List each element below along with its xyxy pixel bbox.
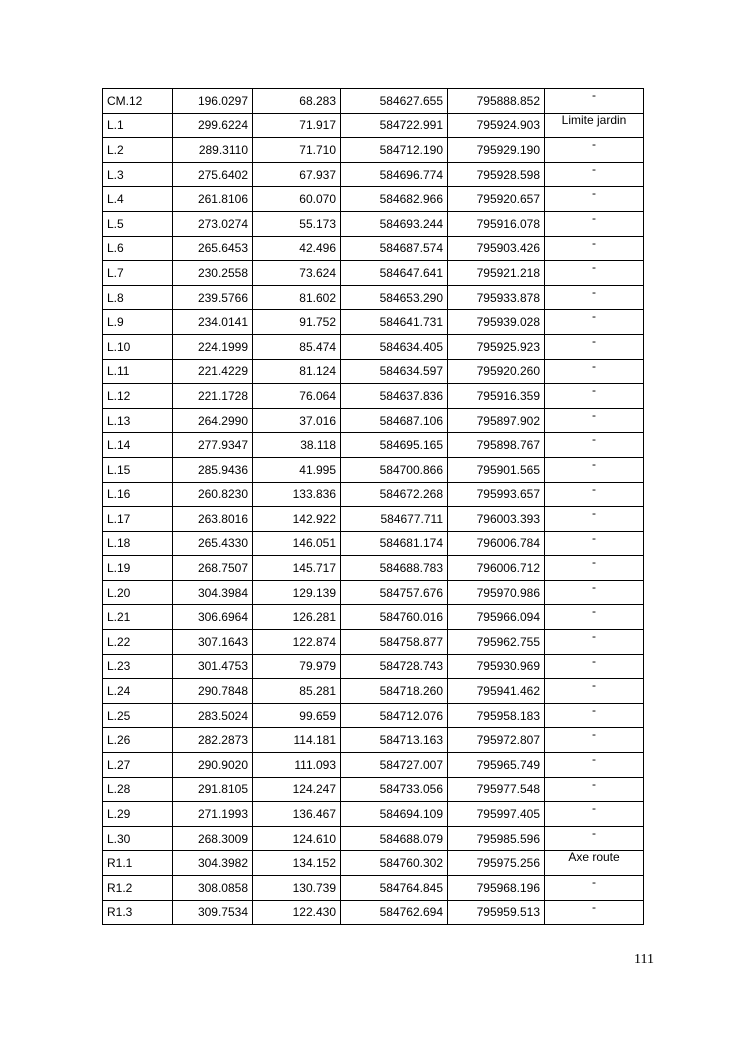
y-coordinate-cell: 795958.183 xyxy=(448,703,545,728)
y-coordinate-cell: 795901.565 xyxy=(448,457,545,482)
x-coordinate-cell: 584672.268 xyxy=(341,482,448,507)
observation-cell: - xyxy=(545,310,644,335)
distance-cell: 91.752 xyxy=(253,310,341,335)
angle-cell: 277.9347 xyxy=(173,433,253,458)
angle-cell: 234.0141 xyxy=(173,310,253,335)
point-id-cell: L.2 xyxy=(103,138,173,163)
x-coordinate-cell: 584641.731 xyxy=(341,310,448,335)
y-coordinate-cell: 795924.903 xyxy=(448,113,545,138)
x-coordinate-cell: 584688.783 xyxy=(341,556,448,581)
x-coordinate-cell: 584627.655 xyxy=(341,89,448,114)
distance-cell: 76.064 xyxy=(253,384,341,409)
table-row xyxy=(103,334,644,359)
point-id-cell: L.13 xyxy=(103,408,173,433)
y-coordinate-cell: 795985.596 xyxy=(448,826,545,851)
distance-cell: 71.710 xyxy=(253,138,341,163)
y-coordinate-cell: 795888.852 xyxy=(448,89,545,114)
point-id-cell: L.1 xyxy=(103,113,173,138)
distance-cell: 60.070 xyxy=(253,187,341,212)
angle-cell: 290.7848 xyxy=(173,679,253,704)
angle-cell: 224.1999 xyxy=(173,334,253,359)
point-id-cell: L.9 xyxy=(103,310,173,335)
table-row xyxy=(103,728,644,753)
angle-cell: 307.1643 xyxy=(173,630,253,655)
table-row xyxy=(103,703,644,728)
angle-cell: 283.5024 xyxy=(173,703,253,728)
point-id-cell: L.30 xyxy=(103,826,173,851)
observation-cell: - xyxy=(545,654,644,679)
angle-cell: 230.2558 xyxy=(173,261,253,286)
y-coordinate-cell: 795921.218 xyxy=(448,261,545,286)
x-coordinate-cell: 584758.877 xyxy=(341,630,448,655)
point-id-cell: R1.3 xyxy=(103,900,173,925)
distance-cell: 114.181 xyxy=(253,728,341,753)
distance-cell: 146.051 xyxy=(253,531,341,556)
x-coordinate-cell: 584727.007 xyxy=(341,753,448,778)
distance-cell: 81.124 xyxy=(253,359,341,384)
distance-cell: 79.979 xyxy=(253,654,341,679)
point-id-cell: L.7 xyxy=(103,261,173,286)
observation-cell: Axe route xyxy=(545,851,644,876)
y-coordinate-cell: 795930.969 xyxy=(448,654,545,679)
point-id-cell: L.3 xyxy=(103,162,173,187)
distance-cell: 67.937 xyxy=(253,162,341,187)
y-coordinate-cell: 795920.260 xyxy=(448,359,545,384)
point-id-cell: L.5 xyxy=(103,211,173,236)
angle-cell: 299.6224 xyxy=(173,113,253,138)
observation-cell: - xyxy=(545,802,644,827)
distance-cell: 133.836 xyxy=(253,482,341,507)
survey-points-table xyxy=(102,88,644,925)
distance-cell: 68.283 xyxy=(253,89,341,114)
x-coordinate-cell: 584694.109 xyxy=(341,802,448,827)
table-row xyxy=(103,359,644,384)
page-number: 111 xyxy=(634,952,654,967)
table-row xyxy=(103,826,644,851)
angle-cell: 275.6402 xyxy=(173,162,253,187)
x-coordinate-cell: 584728.743 xyxy=(341,654,448,679)
y-coordinate-cell: 795997.405 xyxy=(448,802,545,827)
observation-cell: - xyxy=(545,384,644,409)
observation-cell: - xyxy=(545,236,644,261)
distance-cell: 41.995 xyxy=(253,457,341,482)
table-row xyxy=(103,408,644,433)
x-coordinate-cell: 584760.016 xyxy=(341,605,448,630)
point-id-cell: L.24 xyxy=(103,679,173,704)
angle-cell: 268.7507 xyxy=(173,556,253,581)
distance-cell: 81.602 xyxy=(253,285,341,310)
x-coordinate-cell: 584634.597 xyxy=(341,359,448,384)
distance-cell: 124.247 xyxy=(253,777,341,802)
observation-cell: - xyxy=(545,703,644,728)
observation-cell: - xyxy=(545,162,644,187)
y-coordinate-cell: 795962.755 xyxy=(448,630,545,655)
observation-cell: - xyxy=(545,433,644,458)
y-coordinate-cell: 796006.784 xyxy=(448,531,545,556)
table-row xyxy=(103,310,644,335)
point-id-cell: L.17 xyxy=(103,507,173,532)
table-row xyxy=(103,113,644,138)
x-coordinate-cell: 584733.056 xyxy=(341,777,448,802)
distance-cell: 85.474 xyxy=(253,334,341,359)
x-coordinate-cell: 584712.076 xyxy=(341,703,448,728)
table-row xyxy=(103,457,644,482)
table-row xyxy=(103,261,644,286)
observation-cell: Limite jardin xyxy=(545,113,644,138)
distance-cell: 122.430 xyxy=(253,900,341,925)
distance-cell: 129.139 xyxy=(253,580,341,605)
y-coordinate-cell: 795968.196 xyxy=(448,876,545,901)
angle-cell: 290.9020 xyxy=(173,753,253,778)
distance-cell: 124.610 xyxy=(253,826,341,851)
x-coordinate-cell: 584713.163 xyxy=(341,728,448,753)
angle-cell: 264.2990 xyxy=(173,408,253,433)
observation-cell: - xyxy=(545,679,644,704)
observation-cell: - xyxy=(545,359,644,384)
point-id-cell: L.23 xyxy=(103,654,173,679)
y-coordinate-cell: 795928.598 xyxy=(448,162,545,187)
point-id-cell: L.26 xyxy=(103,728,173,753)
distance-cell: 55.173 xyxy=(253,211,341,236)
y-coordinate-cell: 796003.393 xyxy=(448,507,545,532)
y-coordinate-cell: 796006.712 xyxy=(448,556,545,581)
point-id-cell: L.21 xyxy=(103,605,173,630)
distance-cell: 134.152 xyxy=(253,851,341,876)
table-row xyxy=(103,851,644,876)
table-row xyxy=(103,654,644,679)
y-coordinate-cell: 795965.749 xyxy=(448,753,545,778)
x-coordinate-cell: 584688.079 xyxy=(341,826,448,851)
point-id-cell: L.14 xyxy=(103,433,173,458)
observation-cell: - xyxy=(545,507,644,532)
distance-cell: 130.739 xyxy=(253,876,341,901)
point-id-cell: L.11 xyxy=(103,359,173,384)
table-row xyxy=(103,605,644,630)
table-row xyxy=(103,211,644,236)
angle-cell: 282.2873 xyxy=(173,728,253,753)
table-row xyxy=(103,753,644,778)
y-coordinate-cell: 795939.028 xyxy=(448,310,545,335)
x-coordinate-cell: 584757.676 xyxy=(341,580,448,605)
observation-cell: - xyxy=(545,753,644,778)
table-row xyxy=(103,285,644,310)
x-coordinate-cell: 584677.711 xyxy=(341,507,448,532)
y-coordinate-cell: 795941.462 xyxy=(448,679,545,704)
y-coordinate-cell: 795977.548 xyxy=(448,777,545,802)
point-id-cell: L.16 xyxy=(103,482,173,507)
y-coordinate-cell: 795975.256 xyxy=(448,851,545,876)
point-id-cell: L.19 xyxy=(103,556,173,581)
angle-cell: 221.4229 xyxy=(173,359,253,384)
distance-cell: 136.467 xyxy=(253,802,341,827)
table-row xyxy=(103,162,644,187)
point-id-cell: L.22 xyxy=(103,630,173,655)
distance-cell: 71.917 xyxy=(253,113,341,138)
angle-cell: 285.9436 xyxy=(173,457,253,482)
distance-cell: 42.496 xyxy=(253,236,341,261)
distance-cell: 73.624 xyxy=(253,261,341,286)
observation-cell: - xyxy=(545,408,644,433)
observation-cell: - xyxy=(545,457,644,482)
table-row xyxy=(103,482,644,507)
table-row xyxy=(103,777,644,802)
observation-cell: - xyxy=(545,900,644,925)
x-coordinate-cell: 584681.174 xyxy=(341,531,448,556)
angle-cell: 261.8106 xyxy=(173,187,253,212)
angle-cell: 309.7534 xyxy=(173,900,253,925)
y-coordinate-cell: 795993.657 xyxy=(448,482,545,507)
y-coordinate-cell: 795972.807 xyxy=(448,728,545,753)
table-row xyxy=(103,89,644,114)
observation-cell: - xyxy=(545,531,644,556)
y-coordinate-cell: 795933.878 xyxy=(448,285,545,310)
y-coordinate-cell: 795898.767 xyxy=(448,433,545,458)
x-coordinate-cell: 584760.302 xyxy=(341,851,448,876)
angle-cell: 308.0858 xyxy=(173,876,253,901)
x-coordinate-cell: 584700.866 xyxy=(341,457,448,482)
table-row xyxy=(103,556,644,581)
observation-cell: - xyxy=(545,728,644,753)
y-coordinate-cell: 795903.426 xyxy=(448,236,545,261)
table-row xyxy=(103,507,644,532)
table-row xyxy=(103,531,644,556)
angle-cell: 260.8230 xyxy=(173,482,253,507)
angle-cell: 304.3982 xyxy=(173,851,253,876)
angle-cell: 221.1728 xyxy=(173,384,253,409)
observation-cell: - xyxy=(545,261,644,286)
point-id-cell: CM.12 xyxy=(103,89,173,114)
y-coordinate-cell: 795966.094 xyxy=(448,605,545,630)
observation-cell: - xyxy=(545,482,644,507)
y-coordinate-cell: 795959.513 xyxy=(448,900,545,925)
y-coordinate-cell: 795916.078 xyxy=(448,211,545,236)
angle-cell: 263.8016 xyxy=(173,507,253,532)
distance-cell: 111.093 xyxy=(253,753,341,778)
table-row xyxy=(103,802,644,827)
angle-cell: 304.3984 xyxy=(173,580,253,605)
x-coordinate-cell: 584653.290 xyxy=(341,285,448,310)
x-coordinate-cell: 584718.260 xyxy=(341,679,448,704)
distance-cell: 122.874 xyxy=(253,630,341,655)
point-id-cell: R1.1 xyxy=(103,851,173,876)
y-coordinate-cell: 795970.986 xyxy=(448,580,545,605)
x-coordinate-cell: 584712.190 xyxy=(341,138,448,163)
angle-cell: 273.0274 xyxy=(173,211,253,236)
table-row xyxy=(103,384,644,409)
observation-cell: - xyxy=(545,826,644,851)
point-id-cell: L.28 xyxy=(103,777,173,802)
angle-cell: 301.4753 xyxy=(173,654,253,679)
observation-cell: - xyxy=(545,138,644,163)
table-row xyxy=(103,138,644,163)
x-coordinate-cell: 584634.405 xyxy=(341,334,448,359)
distance-cell: 38.118 xyxy=(253,433,341,458)
angle-cell: 268.3009 xyxy=(173,826,253,851)
table-row xyxy=(103,876,644,901)
observation-cell: - xyxy=(545,580,644,605)
x-coordinate-cell: 584764.845 xyxy=(341,876,448,901)
angle-cell: 291.8105 xyxy=(173,777,253,802)
distance-cell: 142.922 xyxy=(253,507,341,532)
observation-cell: - xyxy=(545,89,644,114)
y-coordinate-cell: 795925.923 xyxy=(448,334,545,359)
distance-cell: 145.717 xyxy=(253,556,341,581)
angle-cell: 265.4330 xyxy=(173,531,253,556)
angle-cell: 196.0297 xyxy=(173,89,253,114)
observation-cell: - xyxy=(545,334,644,359)
y-coordinate-cell: 795929.190 xyxy=(448,138,545,163)
distance-cell: 37.016 xyxy=(253,408,341,433)
y-coordinate-cell: 795897.902 xyxy=(448,408,545,433)
distance-cell: 85.281 xyxy=(253,679,341,704)
x-coordinate-cell: 584693.244 xyxy=(341,211,448,236)
point-id-cell: L.18 xyxy=(103,531,173,556)
x-coordinate-cell: 584762.694 xyxy=(341,900,448,925)
x-coordinate-cell: 584687.106 xyxy=(341,408,448,433)
x-coordinate-cell: 584722.991 xyxy=(341,113,448,138)
distance-cell: 126.281 xyxy=(253,605,341,630)
table-row xyxy=(103,236,644,261)
x-coordinate-cell: 584682.966 xyxy=(341,187,448,212)
angle-cell: 271.1993 xyxy=(173,802,253,827)
point-id-cell: L.4 xyxy=(103,187,173,212)
observation-cell: - xyxy=(545,777,644,802)
table-row xyxy=(103,630,644,655)
table-row xyxy=(103,580,644,605)
point-id-cell: R1.2 xyxy=(103,876,173,901)
point-id-cell: L.15 xyxy=(103,457,173,482)
x-coordinate-cell: 584647.641 xyxy=(341,261,448,286)
observation-cell: - xyxy=(545,285,644,310)
observation-cell: - xyxy=(545,556,644,581)
point-id-cell: L.29 xyxy=(103,802,173,827)
y-coordinate-cell: 795920.657 xyxy=(448,187,545,212)
point-id-cell: L.10 xyxy=(103,334,173,359)
angle-cell: 239.5766 xyxy=(173,285,253,310)
observation-cell: - xyxy=(545,605,644,630)
point-id-cell: L.25 xyxy=(103,703,173,728)
angle-cell: 265.6453 xyxy=(173,236,253,261)
observation-cell: - xyxy=(545,876,644,901)
angle-cell: 289.3110 xyxy=(173,138,253,163)
x-coordinate-cell: 584637.836 xyxy=(341,384,448,409)
point-id-cell: L.8 xyxy=(103,285,173,310)
point-id-cell: L.20 xyxy=(103,580,173,605)
point-id-cell: L.6 xyxy=(103,236,173,261)
distance-cell: 99.659 xyxy=(253,703,341,728)
table-row xyxy=(103,187,644,212)
table-row xyxy=(103,433,644,458)
x-coordinate-cell: 584696.774 xyxy=(341,162,448,187)
table-row xyxy=(103,679,644,704)
point-id-cell: L.12 xyxy=(103,384,173,409)
observation-cell: - xyxy=(545,211,644,236)
table-row xyxy=(103,900,644,925)
x-coordinate-cell: 584695.165 xyxy=(341,433,448,458)
x-coordinate-cell: 584687.574 xyxy=(341,236,448,261)
observation-cell: - xyxy=(545,630,644,655)
point-id-cell: L.27 xyxy=(103,753,173,778)
angle-cell: 306.6964 xyxy=(173,605,253,630)
y-coordinate-cell: 795916.359 xyxy=(448,384,545,409)
table-body xyxy=(103,89,644,925)
observation-cell: - xyxy=(545,187,644,212)
